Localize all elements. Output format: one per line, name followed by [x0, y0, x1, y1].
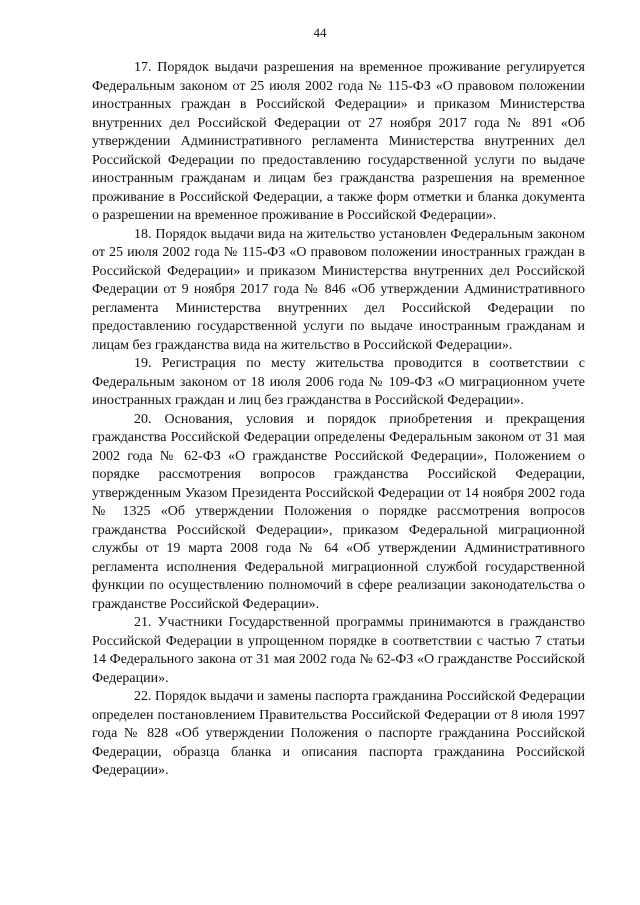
paragraph-20: 20. Основания, условия и порядок приобретения и прекращения гражданства Российской Федерации определены Федеральным законом от 31 мая 2002 года № 62-ФЗ «О гражданстве Российской Федерации», Положением о порядке рассмотрения вопросов гражданства Российской Федерации, утвержденным Указом Президента Российской Федерации от 14 ноября 2002 года № 1325 «Об утверждении Положения о порядке рассмотрения вопросов гражданства Российской Федерации», приказом Федеральной миграционной службы от 19 марта 2008 года № 64 «Об утверждении Административного регламента исполнения Федеральной миграционной службой государственной функции по осуществлению полномочий в сфере реализации законодательства о гражданстве Российской Федерации».	[92, 411, 585, 612]
paragraph-19: 19. Регистрация по месту жительства проводится в соответствии с Федеральным законом от 18 июля 2006 года № 109-ФЗ «О миграционном учете иностранных граждан и лиц без гражданства в Российской Федерации».	[92, 356, 585, 408]
paragraph-21: 21. Участники Государственной программы принимаются в гражданство Российской Федерации в упрощенном порядке в соответствии с частью 7 статьи 14 Федерального закона от 31 мая 2002 года № 62-ФЗ «О гражданстве Российской Федерации».	[92, 615, 585, 686]
paragraph-18: 18. Порядок выдачи вида на жительство установлен Федеральным законом от 25 июля 2002 года № 115-ФЗ «О правовом положении иностранных граждан в Российской Федерации» и приказом Министерства внутренних дел Российской Федерации от 9 ноября 2017 года № 846 «Об утверждении Административного регламента Министерства внутренних дел Российской Федерации по предоставлению государственной услуги по выдаче иностранным гражданам и лицам без гражданства вида на жительство в Российской Федерации».	[92, 226, 585, 353]
paragraph-22: 22. Порядок выдачи и замены паспорта гражданина Российской Федерации определен постановлением Правительства Российской Федерации от 8 июля 1997 года № 828 «Об утверждении Положения о паспорте гражданина Российской Федерации, образца бланка и описания паспорта гражданина Российской Федерации».	[92, 689, 586, 778]
document-body	[92, 59, 585, 781]
paragraph-17: 17. Порядок выдачи разрешения на временное проживание регулируется Федеральным законом от 25 июля 2002 года № 115-ФЗ «О правовом положении иностранных граждан в Российской Федерации» и приказом Министерства внутренних дел Российской Федерации от 27 ноября 2017 года № 891 «Об утверждении Административного регламента Министерства внутренних дел Российской Федерации по предоставлению государственной услуги по выдаче иностранным гражданам и лицам без гражданства разрешения на временное проживание в Российской Федерации, а также форм отметки и бланка документа о разрешении на временное проживание в Российской Федерации».	[92, 60, 585, 223]
page-number: 44	[313, 25, 327, 40]
